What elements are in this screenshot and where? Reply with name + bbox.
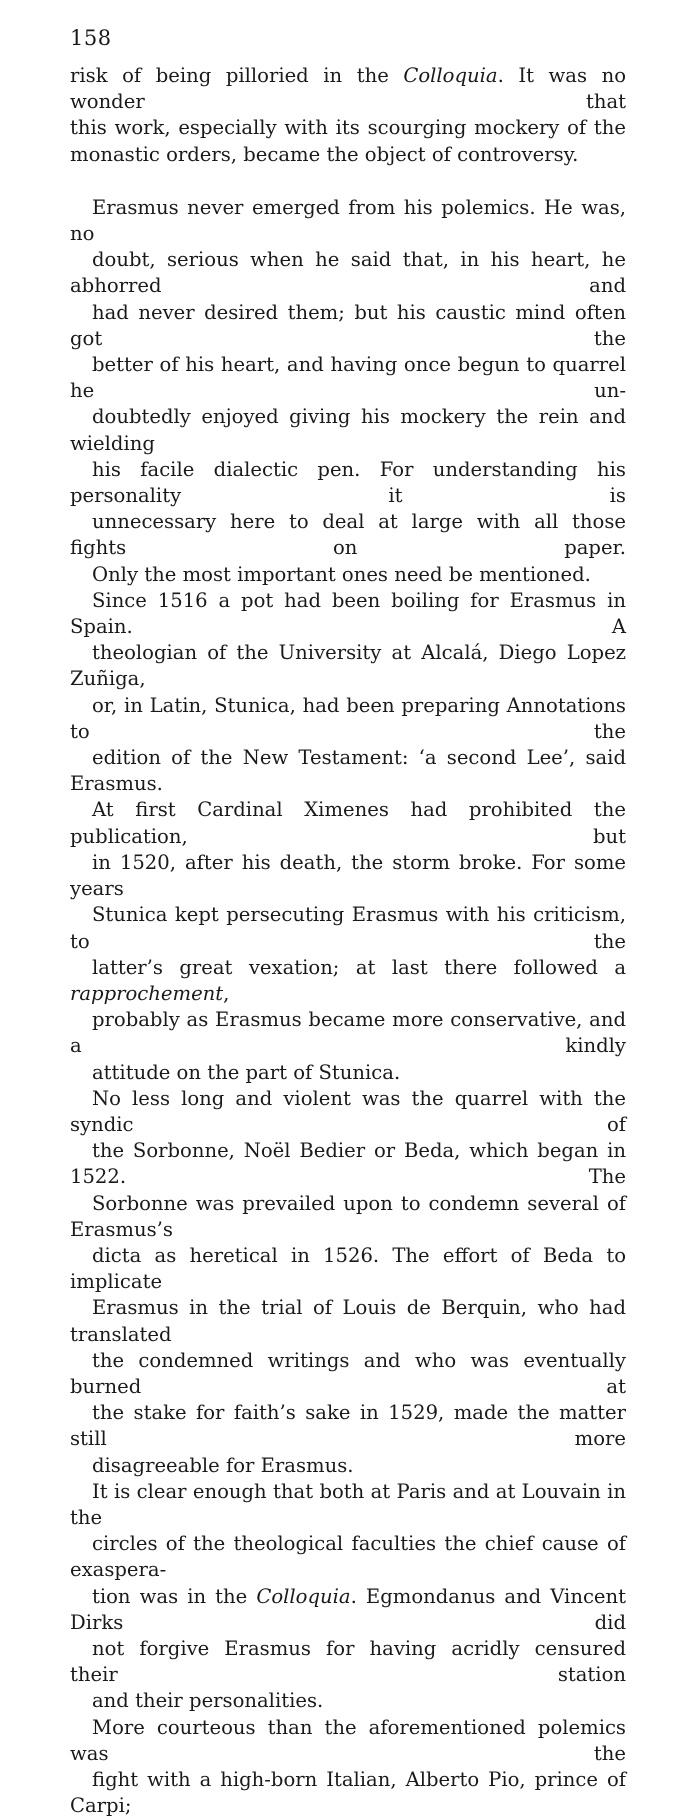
body-text: [70, 63, 626, 1819]
paragraph: It is clear enough that both at Paris and at Louvain in the circles of the theological faculties the chief cause of exaspera- tion was in the Colloquia. Egmondanus and Vincent Dirks did not forgive Erasmus for having acridly censured their station and their personalities.: [70, 1479, 627, 1713]
paragraph: More courteous than the aforementioned polemics was the fight with a high-born Italian, Alberto Pio, prince of Carpi;: [70, 1715, 626, 1818]
paragraph: Erasmus never emerged from his polemics. He was, no doubt, serious when he said that, in his heart, he abhorred and had never desired them; but his caustic mind often got the better of his heart, and having once begun to quarrel he un- doubtedly enjoyed giving his mockery the rein and wielding his facile dialectic pen. For understanding his personality it is unnecessary here to deal at large with all those fights on paper. Only the most important ones need be mentioned.: [70, 195, 626, 586]
paragraph: No less long and violent was the quarrel with the syndic of the Sorbonne, Noël Bedier or Beda, which began in 1522. The Sorbonne was prevailed upon to condemn several of Erasmus’s dicta as heretical in 1526. The effort of Beda to implicate Erasmus in the trial of Louis de Berquin, who had translated the condemned writings and who was eventually burned at the stake for faith’s sake in 1529, made the matter still more disagreeable for Erasmus.: [70, 1086, 626, 1477]
paragraph: risk of being pilloried in the Colloquia. It was no wonder that this work, especially with its scourging mockery of the monastic orders, became the object of controversy.: [70, 64, 627, 166]
section-break: [70, 168, 626, 195]
page-number: 158: [70, 26, 112, 50]
paragraph: Since 1516 a pot had been boiling for Erasmus in Spain. A theologian of the University at Alcalá, Diego Lopez Zuñiga, or, in Latin, Stunica, had been preparing Annotations to the edition of the New Testament: ‘a second Lee’, said Erasmus. At first Cardinal Ximenes had prohibited the publication, but in 1520, after his death, the storm broke. For some years Stunica kept persecuting Erasmus with his criticism, to the latter’s great vexation; at last there followed a rapprochement, probably as Erasmus became more conservative, and a kindly attitude on the part of Stunica.: [70, 588, 626, 1084]
